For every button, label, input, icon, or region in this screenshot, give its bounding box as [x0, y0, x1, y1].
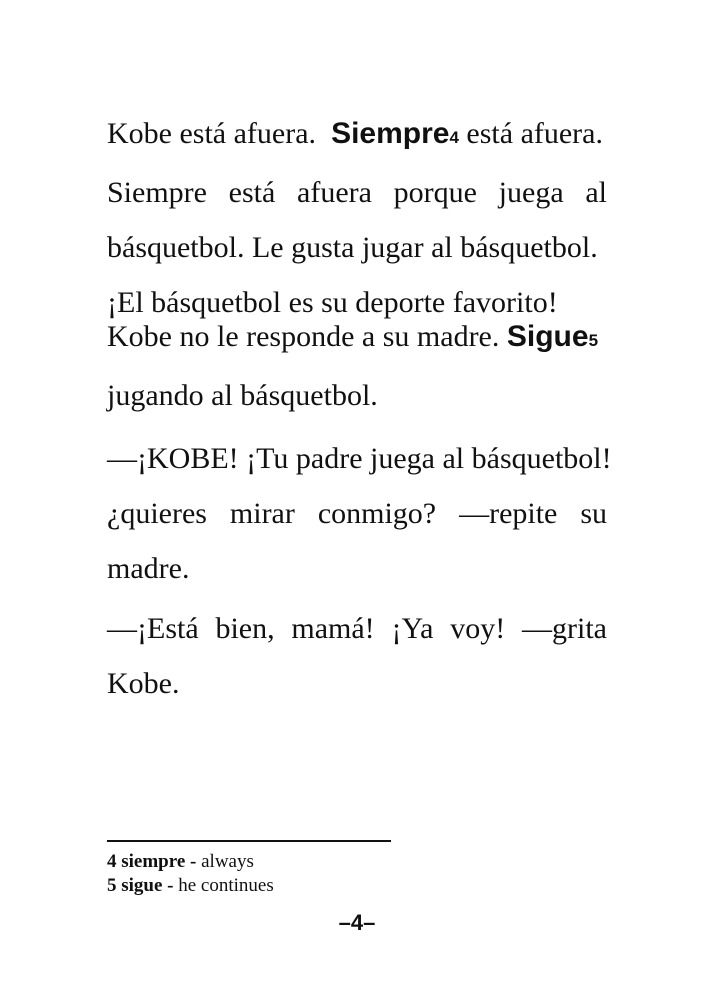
- footnote-divider: [107, 840, 391, 842]
- paragraph-2-line-2: jugando al básquetbol.: [107, 379, 378, 412]
- vocab-word-sigue: Sigue: [506, 320, 589, 353]
- paragraph-1: [107, 106, 607, 330]
- paragraph-1-line-2: Siempre está afuera porque juega al: [107, 176, 607, 209]
- paragraph-3-line-1: —¡KOBE! ¡Tu padre juega al básquetbol!: [107, 442, 612, 475]
- footnote-ref-5: 5: [588, 331, 599, 350]
- footnote-5: [107, 874, 274, 898]
- paragraph-2-line-1: [107, 309, 607, 368]
- paragraph-4: [107, 601, 607, 711]
- footnote-definition: he continues: [173, 875, 274, 896]
- footnote-4: [107, 850, 274, 874]
- text-segment: está afuera.: [458, 117, 603, 150]
- paragraph-1-line-4: ¡El básquetbol es su deporte favorito!: [107, 286, 558, 319]
- footnote-term: 5 sigue -: [107, 875, 174, 896]
- paragraph-3-line-2: ¿quieres mirar conmigo? —repite su: [107, 497, 607, 530]
- footnote-definition: always: [196, 851, 254, 872]
- paragraph-4-line-1: —¡Está bien, mamá! ¡Ya voy! —grita: [107, 612, 607, 645]
- page-number: –4–: [338, 910, 376, 935]
- footnotes: [107, 850, 274, 898]
- footnote-ref-4: 4: [449, 128, 459, 147]
- paragraph-3-line-3: madre.: [107, 552, 190, 585]
- text-segment: Kobe no le responde a su madre.: [107, 320, 507, 353]
- paragraph-1-line-1: [107, 106, 607, 165]
- paragraph-1-line-3: básquetbol. Le gusta jugar al básquetbol.: [107, 231, 598, 264]
- paragraph-4-line-2: Kobe.: [107, 667, 180, 700]
- paragraph-3: [107, 431, 612, 596]
- text-segment: Kobe está afuera.: [107, 117, 317, 150]
- vocab-word-siempre: Siempre: [331, 117, 450, 150]
- paragraph-2: [107, 309, 607, 423]
- footnote-term: 4 siempre -: [107, 851, 197, 872]
